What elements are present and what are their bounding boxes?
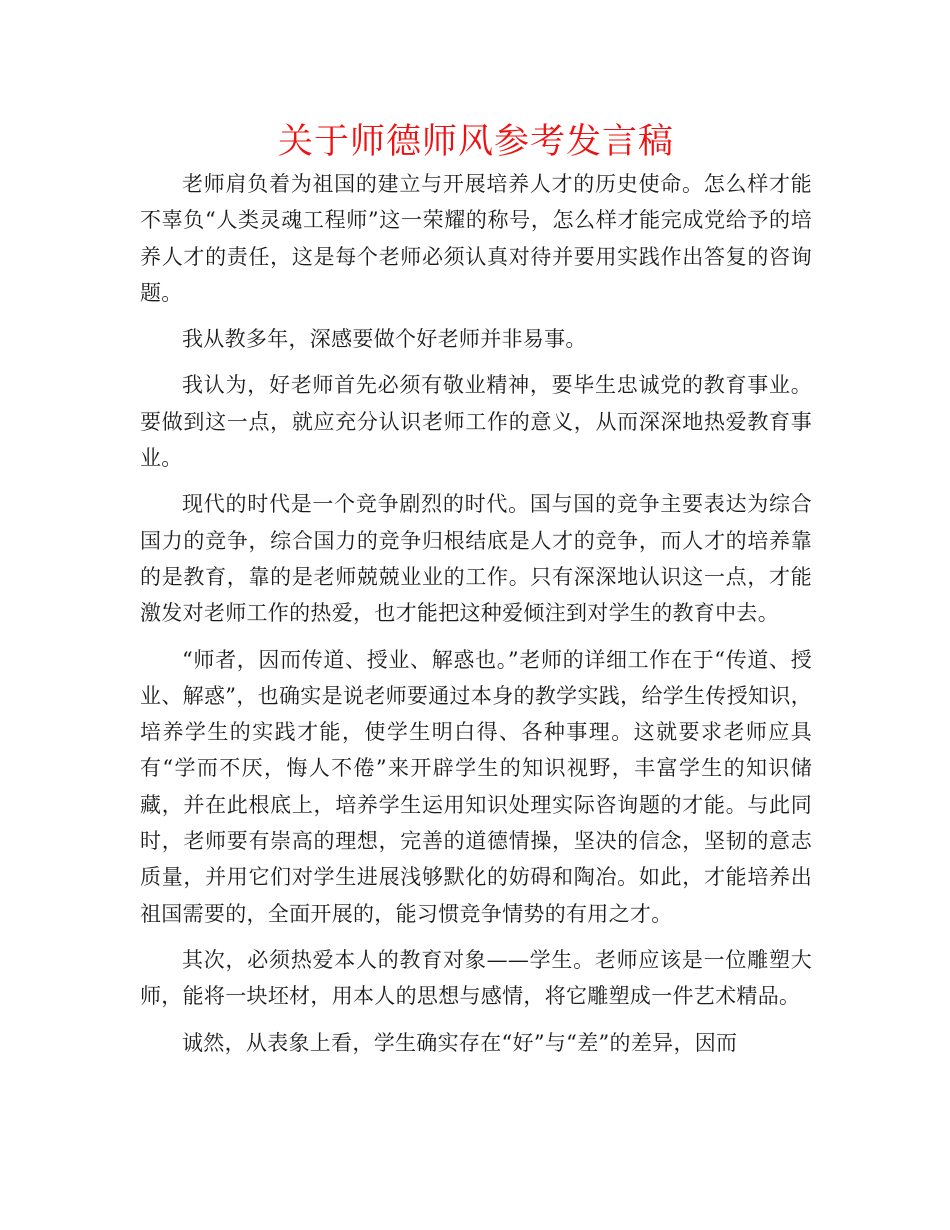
paragraph: 诚然，从表象上看，学生确实存在“好”与“差”的差异，因而 [182, 1030, 738, 1055]
paragraph: 我从教多年，深感要做个好老师并非易事。 [182, 327, 587, 352]
document-title: 关于师德师风参考发言稿 [277, 122, 674, 162]
paragraph: 我认为，好老师首先必须有敬业精神，要毕生忠诚党的教育事业。要做到这一点，就应充分认识老师工作的意义，从而深深地热爱教育事业。 [140, 373, 812, 471]
paragraph: 老师肩负着为祖国的建立与开展培养人才的历史使命。怎么样才能不辜负“人类灵魂工程师”这一荣耀的称号，怎么样才能完成党给予的培养人才的责任，这是每个老师必须认真对待并要用实践作出答复的咨询题。 [140, 172, 812, 305]
paragraph: 现代的时代是一个竞争剧烈的时代。国与国的竞争主要表达为综合国力的竞争，综合国力的竞争归根结底是人才的竞争，而人才的培养靠的是教育，靠的是老师兢兢业业的工作。只有深深地认识这一点，才能激发对老师工作的热爱，也才能把这种爱倾注到对学生的教育中去。 [140, 492, 812, 626]
document-page [140, 118, 812, 1061]
document-body [140, 166, 812, 1061]
paragraph: “师者，因而传道、授业、解惑也。”老师的详细工作在于“传道、授业、解惑”，也确实是说老师要通过本身的教学实践，给学生传授知识，培养学生的实践才能，使学生明白得、各种事理。这就要求老师应具有“学而不厌，悔人不倦”来开辟学生的知识视野，丰富学生的知识储藏，并在此根底上，培养学生运用知识处理实际咨询题的才能。与此同时，老师要有崇高的理想，完善的道德情操，坚决的信念，坚韧的意志质量，并用它们对学生进展浅够默化的妨碍和陶冶。如此，才能培养出祖国需要的，全面开展的，能习惯竞争情势的有用之才。 [140, 647, 812, 926]
paragraph: 其次，必须热爱本人的教育对象——学生。老师应该是一位雕塑大师，能将一块坯材，用本人的思想与感情，将它雕塑成一件艺术精品。 [140, 947, 812, 1009]
